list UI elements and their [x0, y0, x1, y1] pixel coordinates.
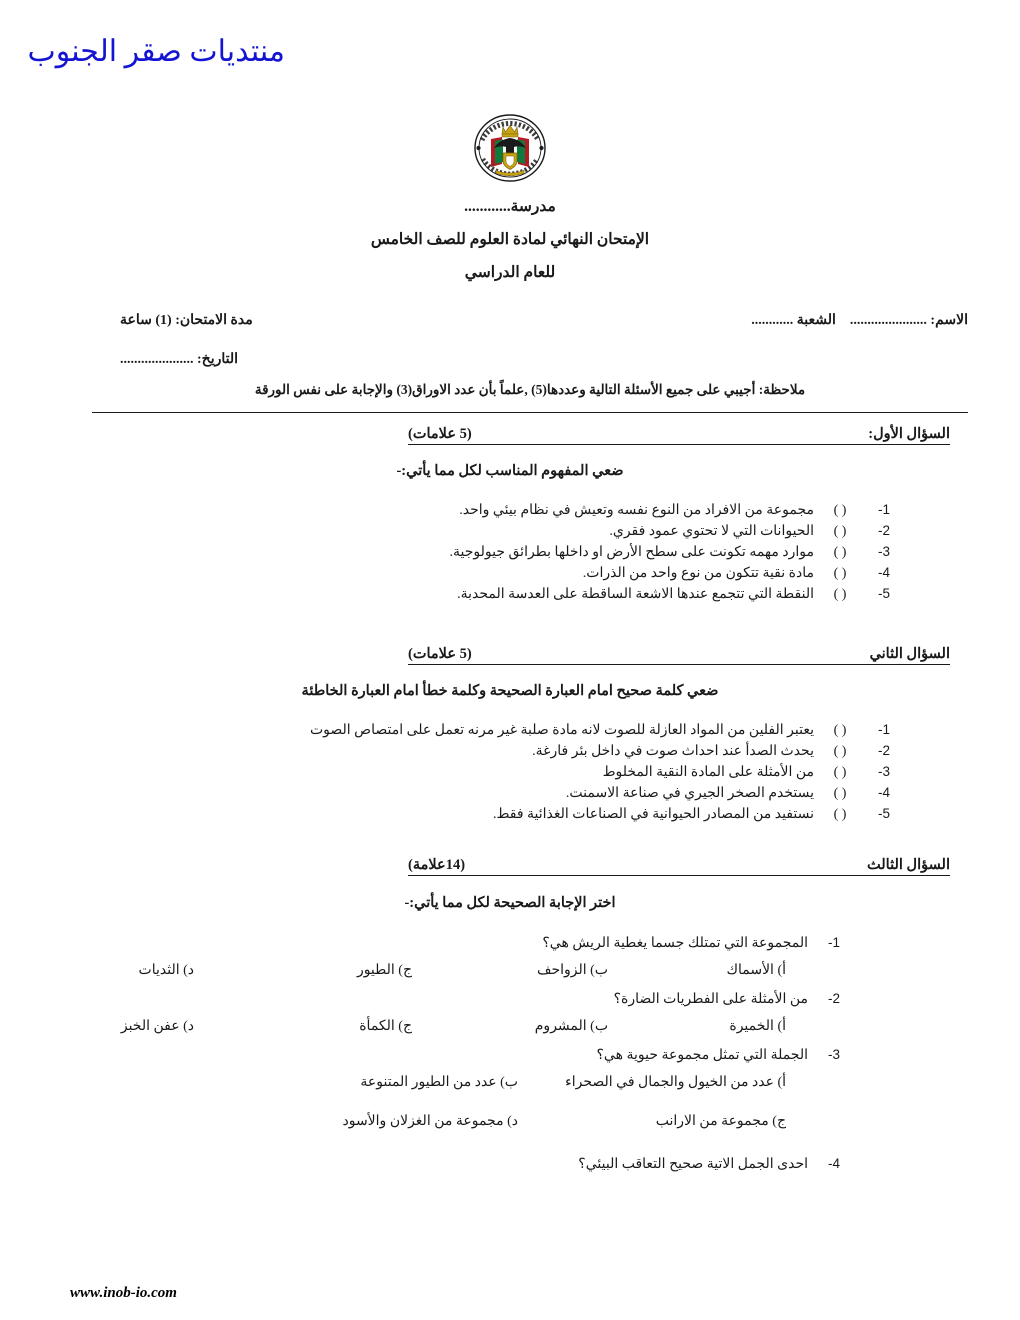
question-3-header [408, 857, 950, 876]
answer-blank[interactable]: ( ) [833, 503, 847, 518]
list-item [70, 723, 890, 738]
mcq-3-options-row-2 [70, 1113, 840, 1130]
question-3-instruction: اختر الإجابة الصحيحة لكل مما يأتي:- [404, 895, 616, 911]
section-field[interactable]: الشعبة ............ [751, 313, 836, 328]
mcq-option-d[interactable]: د) الثديات [138, 963, 194, 978]
list-item [70, 786, 890, 801]
mcq-stem: من الأمثلة على الفطريات الضارة؟ [613, 992, 808, 1007]
mcq-option-c[interactable]: ج) مجموعة من الارانب [655, 1114, 786, 1129]
question-3-title: السؤال الثالث [867, 857, 950, 873]
item-text: مادة نقية تتكون من نوع واحد من الذرات. [582, 566, 814, 581]
item-number: 3- [877, 764, 890, 779]
item-number: 4- [877, 785, 890, 800]
question-1-header [408, 426, 950, 445]
question-2-title: السؤال الثاني [869, 646, 950, 662]
exam-note: ملاحظة: أجيبي على جميع الأسئلة التالية وعددها(5) ,علماً بأن عدد الاوراق(3) والإجابة على نفس الورقة [254, 382, 806, 397]
list-item [70, 545, 890, 560]
list-item [70, 744, 890, 759]
mcq-option-b[interactable]: ب) الزواحف [536, 963, 608, 978]
question-1-instruction: ضعي المفهوم المناسب لكل مما يأتي:- [396, 463, 624, 479]
answer-blank[interactable]: ( ) [833, 723, 847, 738]
answer-blank[interactable]: ( ) [833, 587, 847, 602]
question-3-mcq-list [70, 935, 840, 1173]
item-number: 4- [877, 565, 890, 580]
mcq-number: 4- [827, 1156, 840, 1171]
list-item [70, 524, 890, 539]
mcq-option-b[interactable]: ب) عدد من الطيور المتنوعة [360, 1075, 518, 1090]
info-row-one [92, 312, 968, 329]
mcq-number: 2- [827, 991, 840, 1006]
footer-website-url[interactable]: www.inob-io.com [70, 1285, 177, 1301]
exam-title-line: الإمتحان النهائي لمادة العلوم للصف الخامس [370, 231, 650, 249]
question-2-marks: (5 علامات) [408, 646, 472, 662]
answer-blank[interactable]: ( ) [833, 807, 847, 822]
mcq-question-1 [70, 935, 840, 952]
item-number: 2- [877, 743, 890, 758]
mcq-option-d[interactable]: د) عفن الخبز [120, 1019, 194, 1034]
header-divider [92, 412, 968, 413]
item-text: نستفيد من المصادر الحيوانية في الصناعات الغذائية فقط. [492, 807, 814, 822]
answer-blank[interactable]: ( ) [833, 566, 847, 581]
mcq-option-d[interactable]: د) مجموعة من الغزلان والأسود [342, 1114, 518, 1129]
mcq-stem: المجموعة التي تمتلك جسما يغطية الريش هي؟ [542, 936, 808, 951]
mcq-option-a[interactable]: أ) عدد من الخيول والجمال في الصحراء [565, 1075, 786, 1090]
question-3-marks: (14علامة) [408, 857, 466, 873]
mcq-option-a[interactable]: أ) الأسماك [726, 963, 786, 978]
question-1-items [70, 503, 890, 608]
item-number: 1- [877, 502, 890, 517]
exam-date-field[interactable]: التاريخ: ..................... [120, 352, 239, 367]
mcq-1-options [70, 962, 840, 979]
list-item [70, 765, 890, 780]
mcq-question-4 [70, 1156, 840, 1173]
mcq-stem: احدى الجمل الاتية صحيح التعاقب البيئي؟ [578, 1157, 808, 1172]
jordan-coat-of-arms-icon [472, 112, 548, 184]
mcq-option-b[interactable]: ب) المشروم [534, 1019, 608, 1034]
question-1-marks: (5 علامات) [408, 426, 472, 442]
list-item [70, 503, 890, 518]
mcq-3-options-row-1 [70, 1074, 840, 1091]
mcq-option-a[interactable]: أ) الخميرة [729, 1019, 786, 1034]
mcq-question-3 [70, 1047, 840, 1064]
exam-duration-field: مدة الامتحان: (1) ساعة [120, 313, 253, 328]
item-text: مجموعة من الافراد من النوع نفسه وتعيش في نظام بيئي واحد. [459, 503, 814, 518]
title-block [0, 198, 1020, 281]
answer-blank[interactable]: ( ) [833, 744, 847, 759]
mcq-2-options [70, 1018, 840, 1035]
item-text: موارد مهمه تكونت على سطح الأرض او داخلها بطرائق جيولوجية. [449, 545, 814, 560]
item-text: يحدث الصدأ عند احداث صوت في داخل بئر فارغة. [532, 744, 814, 759]
item-number: 1- [877, 722, 890, 737]
item-text: من الأمثلة على المادة النقية المخلوط [602, 765, 814, 780]
forum-watermark-text: منتديات صقر الجنوب [27, 35, 285, 68]
student-name-field[interactable]: الاسم: ...................... [849, 313, 968, 328]
answer-blank[interactable]: ( ) [833, 765, 847, 780]
list-item [70, 587, 890, 602]
info-row-two [92, 351, 968, 368]
mcq-option-c[interactable]: ج) الطيور [356, 963, 412, 978]
item-text: الحيوانات التي لا تحتوي عمود فقري. [609, 524, 814, 539]
item-text: يستخدم الصخر الجيري في صناعة الاسمنت. [565, 786, 814, 801]
school-name-line: مدرسة............ [464, 198, 556, 215]
item-number: 2- [877, 523, 890, 538]
mcq-question-2 [70, 991, 840, 1008]
list-item [70, 807, 890, 822]
student-info-fields [92, 312, 968, 390]
answer-blank[interactable]: ( ) [833, 786, 847, 801]
info-right-group [751, 312, 968, 329]
item-number: 3- [877, 544, 890, 559]
question-2-header [408, 646, 950, 665]
item-text: يعتبر الفلين من المواد العازلة للصوت لانه مادة صلبة غير مرنه تعمل على امتصاص الصوت [309, 723, 814, 738]
mcq-option-c[interactable]: ج) الكمأة [359, 1019, 412, 1034]
academic-year-line: للعام الدراسي [464, 264, 556, 282]
item-text: النقطة التي تتجمع عندها الاشعة الساقطة على العدسة المحدبة. [457, 587, 814, 602]
item-number: 5- [877, 806, 890, 821]
answer-blank[interactable]: ( ) [833, 524, 847, 539]
mcq-stem: الجملة التي تمثل مجموعة حيوية هي؟ [596, 1048, 808, 1063]
answer-blank[interactable]: ( ) [833, 545, 847, 560]
item-number: 5- [877, 586, 890, 601]
emblem-container [0, 112, 1020, 184]
question-2-instruction: ضعي كلمة صحيح امام العبارة الصحيحة وكلمة خطأ امام العبارة الخاطئة [301, 683, 719, 699]
list-item [70, 566, 890, 581]
mcq-number: 3- [827, 1047, 840, 1062]
question-2-items [70, 723, 890, 828]
question-1-title: السؤال الأول: [868, 426, 950, 442]
mcq-number: 1- [827, 935, 840, 950]
